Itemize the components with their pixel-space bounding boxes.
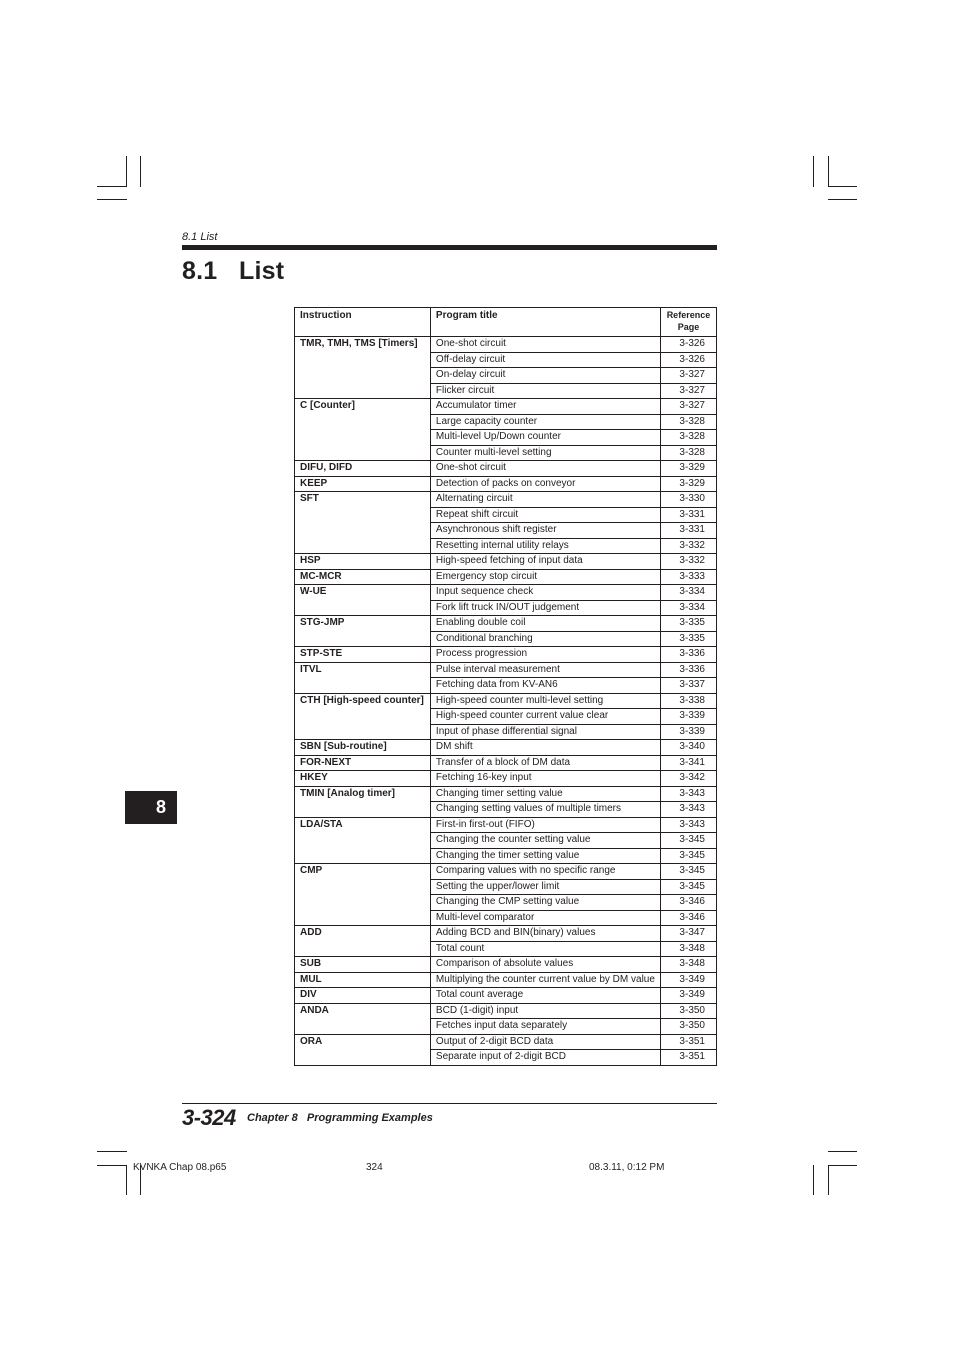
program-title-cell: Output of 2-digit BCD data [430,1034,660,1050]
instruction-cell: SUB [295,957,431,973]
table-row [295,523,717,539]
reference-page-cell: 3-343 [660,786,716,802]
instruction-cell [295,895,431,911]
running-head: 8.1 List [182,231,218,243]
table-row [295,1034,717,1050]
table-row [295,755,717,771]
program-title-cell: Changing the CMP setting value [430,895,660,911]
instruction-cell [295,910,431,926]
instruction-cell [295,833,431,849]
instruction-cell [295,368,431,384]
table-row [295,802,717,818]
table-row [295,1050,717,1066]
table-row [295,910,717,926]
table-row [295,1003,717,1019]
program-title-cell: Fetching data from KV-AN6 [430,678,660,694]
program-title-cell: Emergency stop circuit [430,569,660,585]
instruction-cell: HKEY [295,771,431,787]
instruction-list-table [294,307,717,1066]
table-row [295,430,717,446]
table-row [295,988,717,1004]
program-title-cell: Large capacity counter [430,414,660,430]
instruction-cell: SFT [295,492,431,508]
reference-page-cell: 3-330 [660,492,716,508]
table-row [295,895,717,911]
table-row [295,724,717,740]
section-title: List [239,257,285,285]
table-row [295,554,717,570]
reference-page-cell: 3-331 [660,507,716,523]
program-title-cell: Multiplying the counter current value by DM value [430,972,660,988]
instruction-cell [295,709,431,725]
table-row [295,368,717,384]
instruction-cell [295,941,431,957]
reference-page-cell: 3-350 [660,1019,716,1035]
instruction-cell [295,383,431,399]
instruction-cell [295,802,431,818]
program-title-cell: Multi-level Up/Down counter [430,430,660,446]
instruction-cell [295,414,431,430]
program-title-cell: Total count average [430,988,660,1004]
instruction-cell [295,445,431,461]
table-row [295,569,717,585]
program-title-cell: Pulse interval measurement [430,662,660,678]
program-title-cell: Fork lift truck IN/OUT judgement [430,600,660,616]
table-row [295,538,717,554]
instruction-cell [295,678,431,694]
reference-page-cell: 3-346 [660,910,716,926]
reference-page-cell: 3-336 [660,647,716,663]
table-row [295,383,717,399]
reference-page-cell: 3-351 [660,1034,716,1050]
table-body [295,337,717,1066]
reference-page-cell: 3-338 [660,693,716,709]
program-title-cell: Changing setting values of multiple timers [430,802,660,818]
reference-page-cell: 3-335 [660,616,716,632]
reference-page-cell: 3-331 [660,523,716,539]
reference-page-cell: 3-339 [660,724,716,740]
table-row [295,352,717,368]
reference-page-cell: 3-333 [660,569,716,585]
instruction-cell: STP-STE [295,647,431,663]
reference-page-cell: 3-350 [660,1003,716,1019]
program-title-cell: Changing the counter setting value [430,833,660,849]
reference-page-cell: 3-340 [660,740,716,756]
reference-page-cell: 3-328 [660,445,716,461]
instruction-cell: MUL [295,972,431,988]
instruction-cell: TMIN [Analog timer] [295,786,431,802]
program-title-cell: Changing the timer setting value [430,848,660,864]
reference-page-cell: 3-345 [660,833,716,849]
table-row [295,662,717,678]
program-title-cell: Counter multi-level setting [430,445,660,461]
program-title-cell: BCD (1-digit) input [430,1003,660,1019]
chapter-tab: 8 [125,791,177,824]
instruction-cell [295,1019,431,1035]
program-title-cell: Fetching 16-key input [430,771,660,787]
reference-page-cell: 3-348 [660,957,716,973]
reference-page-cell: 3-341 [660,755,716,771]
instruction-cell: STG-JMP [295,616,431,632]
program-title-cell: Comparison of absolute values [430,957,660,973]
instruction-cell: SBN [Sub-routine] [295,740,431,756]
reference-page-cell: 3-334 [660,585,716,601]
reference-page-cell: 3-343 [660,802,716,818]
program-title-cell: Changing timer setting value [430,786,660,802]
table-row [295,461,717,477]
instruction-cell: HSP [295,554,431,570]
table-row [295,972,717,988]
table-row [295,1019,717,1035]
column-header-instruction: Instruction [295,308,431,337]
table-row [295,678,717,694]
instruction-cell [295,507,431,523]
table-row [295,771,717,787]
reference-page-cell: 3-335 [660,631,716,647]
reference-page-cell: 3-339 [660,709,716,725]
program-title-cell: Enabling double coil [430,616,660,632]
instruction-cell [295,523,431,539]
reference-page-cell: 3-348 [660,941,716,957]
program-title-cell: Asynchronous shift register [430,523,660,539]
instruction-cell: ADD [295,926,431,942]
program-title-cell: Setting the upper/lower limit [430,879,660,895]
instruction-cell: ORA [295,1034,431,1050]
instruction-cell: C [Counter] [295,399,431,415]
table-row [295,631,717,647]
reference-page-cell: 3-329 [660,461,716,477]
table-row [295,817,717,833]
program-title-cell: On-delay circuit [430,368,660,384]
reference-page-cell: 3-347 [660,926,716,942]
table-row [295,600,717,616]
program-title-cell: Conditional branching [430,631,660,647]
slug-date: 08.3.11, 0:12 PM [589,1162,665,1173]
reference-page-cell: 3-332 [660,554,716,570]
program-title-cell: Total count [430,941,660,957]
column-header-reference-page [660,308,716,337]
program-title-cell: One-shot circuit [430,337,660,353]
instruction-cell: W-UE [295,585,431,601]
column-header-program-title: Program title [430,308,660,337]
table-row [295,399,717,415]
program-title-cell: Fetches input data separately [430,1019,660,1035]
table-row [295,585,717,601]
program-title-cell: Detection of packs on conveyor [430,476,660,492]
slug-filename: KVNKA Chap 08.p65 [133,1162,227,1173]
ref-line-1: Reference [666,310,711,320]
reference-page-cell: 3-334 [660,600,716,616]
program-title-cell: High-speed fetching of input data [430,554,660,570]
ref-line-2: Page [677,322,700,332]
slug-page-number: 324 [366,1162,383,1173]
table-row [295,492,717,508]
program-title-cell: Alternating circuit [430,492,660,508]
instruction-cell [295,879,431,895]
instruction-cell: ANDA [295,1003,431,1019]
table-row [295,647,717,663]
reference-page-cell: 3-329 [660,476,716,492]
reference-page-cell: 3-332 [660,538,716,554]
instruction-cell: DIV [295,988,431,1004]
program-title-cell: High-speed counter multi-level setting [430,693,660,709]
table-row [295,616,717,632]
reference-page-cell: 3-343 [660,817,716,833]
instruction-cell [295,538,431,554]
table-row [295,507,717,523]
reference-page-cell: 3-326 [660,352,716,368]
program-title-cell: DM shift [430,740,660,756]
program-title-cell: Resetting internal utility relays [430,538,660,554]
table-row [295,476,717,492]
table-row [295,740,717,756]
reference-page-cell: 3-346 [660,895,716,911]
reference-page-cell: 3-351 [660,1050,716,1066]
instruction-cell [295,1050,431,1066]
page-title [182,257,284,286]
program-title-cell: Repeat shift circuit [430,507,660,523]
reference-page-cell: 3-326 [660,337,716,353]
program-title-cell: Transfer of a block of DM data [430,755,660,771]
program-title-cell: Input of phase differential signal [430,724,660,740]
program-title-cell: Separate input of 2-digit BCD [430,1050,660,1066]
program-title-cell: Input sequence check [430,585,660,601]
program-title-cell: High-speed counter current value clear [430,709,660,725]
program-title-cell: Multi-level comparator [430,910,660,926]
reference-page-cell: 3-349 [660,972,716,988]
reference-page-cell: 3-349 [660,988,716,1004]
program-title-cell: Adding BCD and BIN(binary) values [430,926,660,942]
reference-page-cell: 3-345 [660,864,716,880]
instruction-cell [295,631,431,647]
instruction-cell: FOR-NEXT [295,755,431,771]
table-row [295,941,717,957]
reference-page-cell: 3-328 [660,430,716,446]
program-title-cell: Off-delay circuit [430,352,660,368]
instruction-cell: DIFU, DIFD [295,461,431,477]
table-header-row [295,308,717,337]
table-row [295,414,717,430]
instruction-cell: ITVL [295,662,431,678]
reference-page-cell: 3-342 [660,771,716,787]
instruction-cell [295,724,431,740]
program-title-cell: Accumulator timer [430,399,660,415]
instruction-cell [295,352,431,368]
reference-page-cell: 3-327 [660,368,716,384]
table-row [295,833,717,849]
table-row [295,709,717,725]
program-title-cell: Comparing values with no specific range [430,864,660,880]
instruction-cell: KEEP [295,476,431,492]
instruction-cell [295,848,431,864]
table-row [295,864,717,880]
table-row [295,337,717,353]
footer-rule [182,1103,717,1104]
table-row [295,848,717,864]
reference-page-cell: 3-337 [660,678,716,694]
instruction-cell [295,430,431,446]
instruction-cell: CMP [295,864,431,880]
table-row [295,879,717,895]
program-title-cell: Flicker circuit [430,383,660,399]
reference-page-cell: 3-327 [660,399,716,415]
instruction-cell [295,600,431,616]
footer-chapter-label: Chapter 8 Programming Examples [247,1112,433,1124]
table-row [295,693,717,709]
page-folio: 3-324 [182,1105,236,1130]
program-title-cell: Process progression [430,647,660,663]
instruction-cell: TMR, TMH, TMS [Timers] [295,337,431,353]
table-row [295,445,717,461]
instruction-cell: CTH [High-speed counter] [295,693,431,709]
table-row [295,957,717,973]
header-rule [182,245,717,250]
reference-page-cell: 3-345 [660,879,716,895]
program-title-cell: One-shot circuit [430,461,660,477]
instruction-cell: MC-MCR [295,569,431,585]
reference-page-cell: 3-345 [660,848,716,864]
program-title-cell: First-in first-out (FIFO) [430,817,660,833]
section-number: 8.1 [182,257,218,285]
table-row [295,926,717,942]
reference-page-cell: 3-336 [660,662,716,678]
reference-page-cell: 3-327 [660,383,716,399]
instruction-cell: LDA/STA [295,817,431,833]
table-row [295,786,717,802]
reference-page-cell: 3-328 [660,414,716,430]
